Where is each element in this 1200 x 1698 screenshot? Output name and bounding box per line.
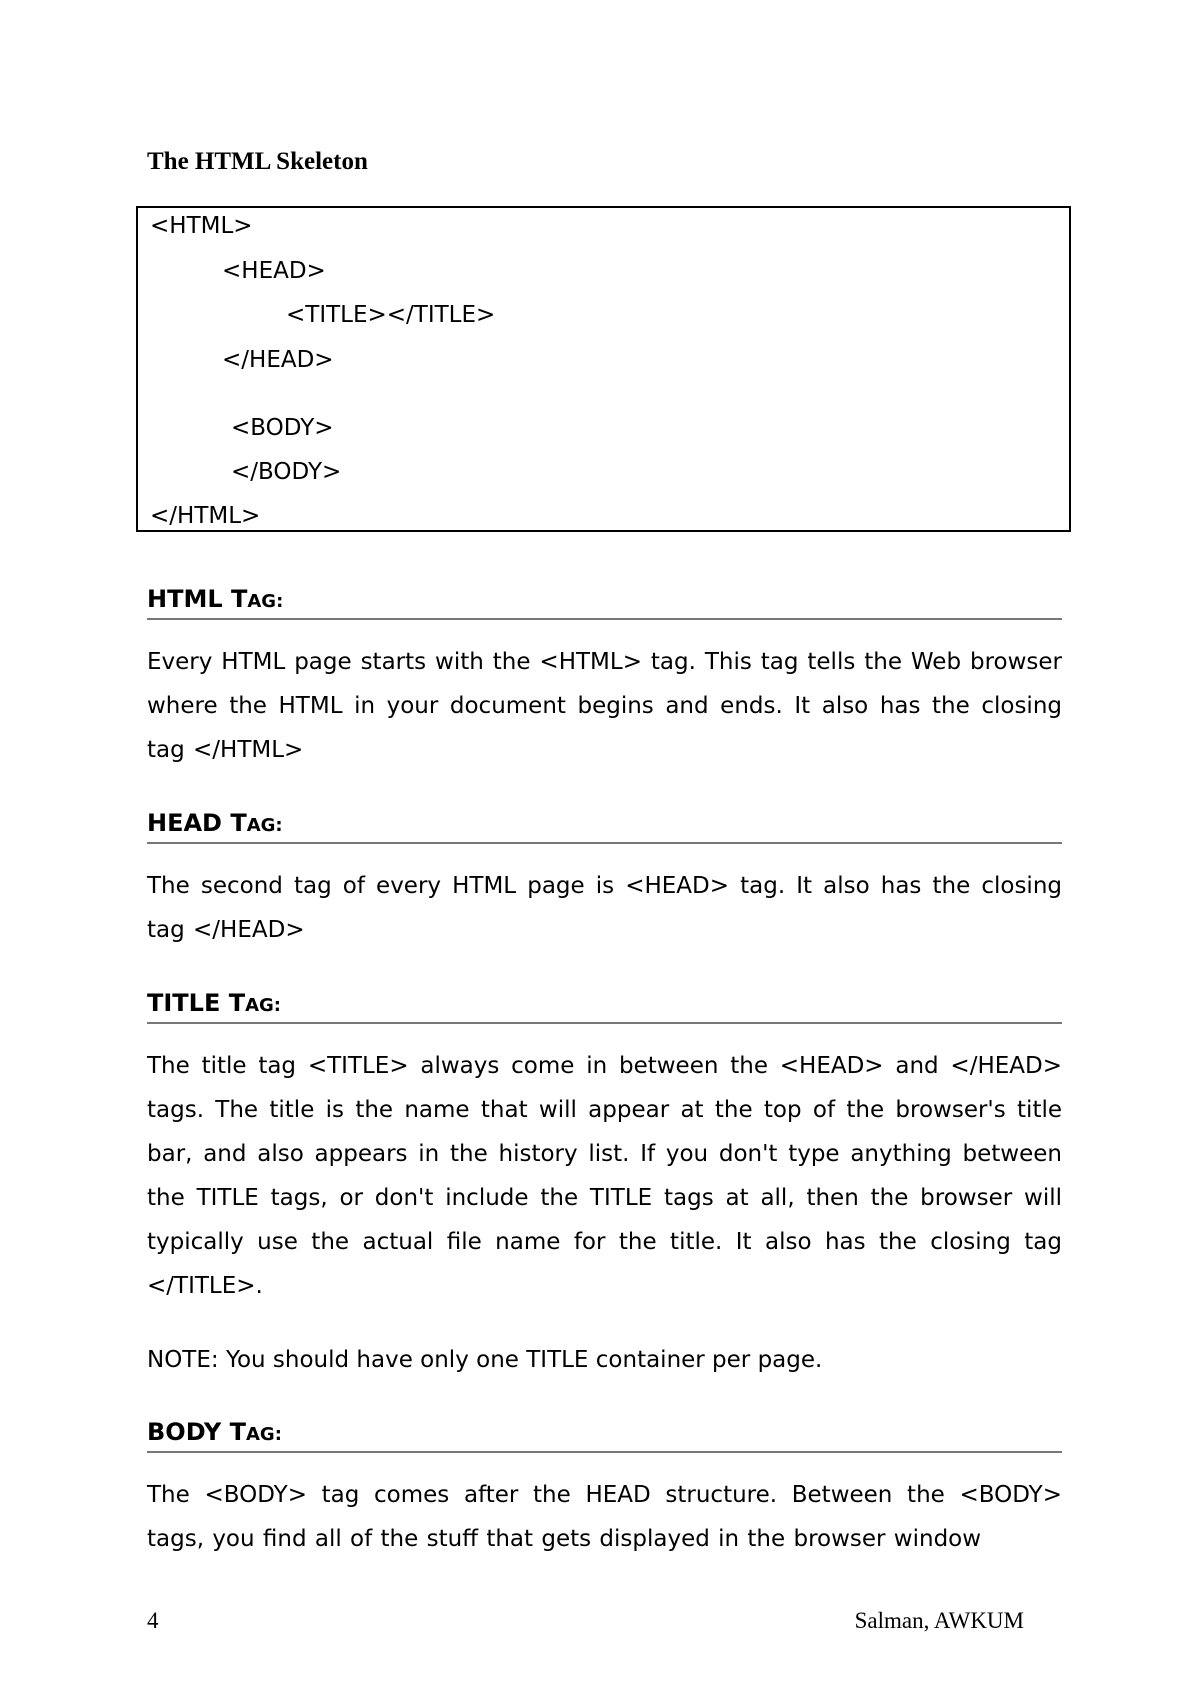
page-title: The HTML Skeleton [147, 148, 368, 175]
code-line-head-open: <HEAD> [222, 258, 326, 284]
code-line-body-open: <BODY> [231, 415, 334, 441]
paragraph-title-tag: The title tag <TITLE> always come in between the <HEAD> and </HEAD> tags. The title is the name that will appear at the top of the browser's title bar, and also appears in the history list. If you don't type anything between the TITLE tags, or don't include the TITLE tags at all, then the browser will typically use the actual file name for the title. It also has the closing tag </TITLE>. [147, 1053, 1062, 1299]
code-line-title: <TITLE></TITLE> [286, 302, 496, 328]
heading-body-tag [147, 1417, 1062, 1453]
heading-body-tag-rest: AG: [245, 1424, 282, 1445]
heading-title-tag [147, 988, 1062, 1024]
paragraph-html-tag: Every HTML page starts with the <HTML> tag. This tag tells the Web browser where the HTML in your document begins and ends. It also has the closing tag </HTML> [147, 649, 1062, 763]
heading-title-tag-rest: AG: [245, 995, 281, 1016]
footer-page-number: 4 [147, 1608, 159, 1633]
heading-title-tag-main: TITLE T [147, 989, 246, 1017]
footer-author: Salman, AWKUM [854, 1608, 1024, 1633]
note-title-container: NOTE: You should have only one TITLE container per page. [147, 1347, 823, 1373]
heading-head-tag [147, 808, 1062, 844]
code-line-head-close: </HEAD> [222, 347, 334, 373]
heading-html-tag-rest: AG: [247, 591, 284, 612]
heading-html-tag [147, 584, 1062, 620]
code-skeleton-box [136, 206, 1071, 532]
heading-head-tag-rest: AG: [246, 815, 283, 836]
code-line-body-close: </BODY> [231, 459, 342, 485]
paragraph-head-tag: The second tag of every HTML page is <HEAD> tag. It also has the closing tag </HEAD> [147, 873, 1062, 943]
paragraph-body-tag: The <BODY> tag comes after the HEAD structure. Between the <BODY> tags, you find all of the stuff that gets displayed in the browser window [147, 1482, 1062, 1552]
code-line-html-close: </HTML> [150, 503, 261, 529]
heading-body-tag-main: BODY T [147, 1418, 246, 1446]
code-line-html-open: <HTML> [150, 213, 253, 239]
heading-html-tag-main: HTML T [147, 585, 248, 613]
heading-head-tag-main: HEAD T [147, 809, 247, 837]
